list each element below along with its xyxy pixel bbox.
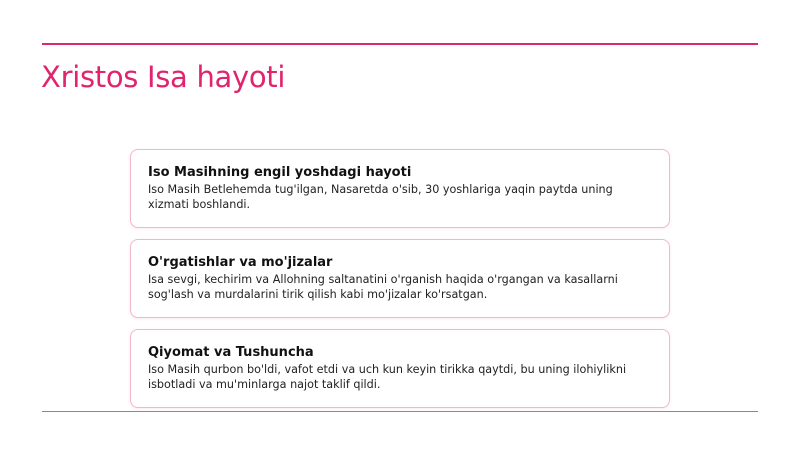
title-top-rule [42,43,758,45]
card-heading: Iso Masihning engil yoshdagi hayoti [148,165,412,180]
card-early-life [130,149,670,228]
card-heading: O'rgatishlar va mo'jizalar [148,255,333,270]
footer-rule [42,411,758,412]
card-list [130,149,670,419]
slide-title: Xristos Isa hayoti [41,60,286,94]
card-body: Isa sevgi, kechirim va Allohning saltanatini o'rganish haqida o'rgangan va kasallarni sog'lash va murdalarini tirik qilish kabi mo'jizalar ko'rsatgan. [148,273,618,301]
card-body: Iso Masih qurbon bo'ldi, vafot etdi va uch kun keyin tirikka qaytdi, bu uning ilohiylikni isbotladi va mu'minlarga najot taklif qildi. [148,363,627,391]
card-body: Iso Masih Betlehemda tug'ilgan, Nasaretda o'sib, 30 yoshlariga yaqin paytda uning xizmati boshlandi. [148,183,613,211]
card-resurrection [130,329,670,408]
card-heading: Qiyomat va Tushuncha [148,345,314,360]
card-teachings [130,239,670,318]
